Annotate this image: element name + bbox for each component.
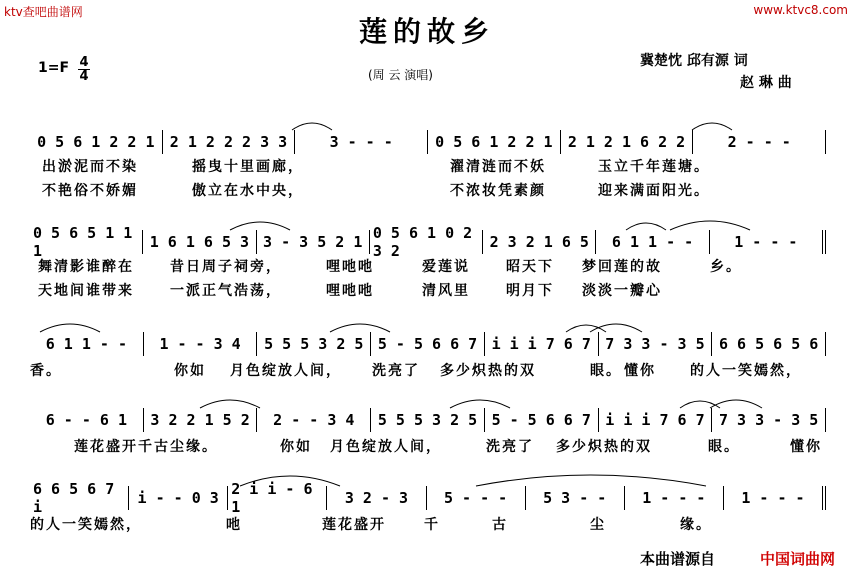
meter-bottom: 4 xyxy=(79,69,89,84)
notation-line xyxy=(30,130,826,154)
lyric-phrase: 乡。 xyxy=(710,259,742,275)
measure: 2 - - - xyxy=(692,130,826,154)
lyric-phrase: 清风里 xyxy=(422,283,470,299)
lyric-phrase: 多少炽热的双 xyxy=(440,363,536,379)
lyric-phrase: 玉立千年莲塘。 xyxy=(598,159,710,175)
lyric-phrase: 昔日周子祠旁， xyxy=(170,259,282,275)
source-label: 本曲谱源自 xyxy=(640,550,716,568)
meter-top: 4 xyxy=(79,55,89,70)
lyric-phrase: 莲花盛开 xyxy=(322,517,386,533)
measure: 2 i i - 6 1 xyxy=(227,486,326,510)
watermark-right: www.ktvc8.com xyxy=(753,3,848,17)
lyric-phrase: 哩吔吔 xyxy=(326,283,374,299)
lyric-phrase: 洗亮了 xyxy=(486,439,534,455)
lyric-phrase: 月色绽放人间， xyxy=(230,363,342,379)
song-title: 莲的故乡 xyxy=(358,15,495,48)
lyric-phrase: 摇曳十里画廊， xyxy=(192,159,304,175)
lyric-phrase: 尘 xyxy=(590,517,606,533)
measure: 6 1 1 - - xyxy=(595,230,708,254)
lyric-phrase: 迎来满面阳光。 xyxy=(598,183,710,199)
lyric-phrase: 哩吔吔 xyxy=(326,259,374,275)
measure: 3 2 - 3 xyxy=(326,486,425,510)
measure: 3 - 3 5 2 1 xyxy=(256,230,369,254)
measure: 6 6 5 6 7 i xyxy=(33,480,115,516)
lyric-phrase: 的人一笑嫣然， xyxy=(690,363,802,379)
measure: 0 5 6 1 2 2 1 xyxy=(37,133,155,151)
measure: i i i 7 6 7 xyxy=(598,408,712,432)
lyric-phrase: 多少炽热的双 xyxy=(556,439,652,455)
lyric-phrase: 天地间谁带来 xyxy=(38,283,134,299)
measure: 3 2 2 1 5 2 xyxy=(143,408,257,432)
measure: 7 3 3 - 3 5 xyxy=(711,408,826,432)
lyric-phrase: 眼。 xyxy=(590,363,622,379)
lyric-phrase: 香。 xyxy=(30,363,62,379)
measure: 5 3 - - xyxy=(525,486,624,510)
lyricist-credit: 冀楚忱 邱有源 词 xyxy=(640,53,748,69)
lyric-phrase: 吔 xyxy=(226,517,242,533)
measure: 0 5 6 1 2 2 1 xyxy=(427,130,560,154)
measure: 1 - - - xyxy=(624,486,723,510)
measure: 1 - - 3 4 xyxy=(143,332,257,356)
measure: 2 1 2 2 2 3 3 xyxy=(162,130,295,154)
singer-note: (周 云 演唱) xyxy=(368,68,433,82)
lyric-phrase: 不浓妆凭素颜 xyxy=(450,183,546,199)
lyric-phrase: 眼。 xyxy=(708,439,740,455)
measure: 3 - - - xyxy=(294,130,427,154)
lyric-phrase: 爱莲说 xyxy=(422,259,470,275)
measure: 2 3 2 1 6 5 xyxy=(482,230,595,254)
measure: 5 5 5 3 2 5 xyxy=(256,332,370,356)
measure: 0 5 6 1 0 2 3 2 xyxy=(369,230,482,254)
measure: i - - 0 3 xyxy=(128,486,227,510)
measure: 7 3 3 - 3 5 xyxy=(598,332,712,356)
watermark-left: ktv查吧曲谱网 xyxy=(4,5,83,19)
lyric-phrase: 傲立在水中央， xyxy=(192,183,304,199)
lyric-phrase: 懂你 xyxy=(790,439,822,455)
measure: 1 - - - xyxy=(709,230,826,254)
composer-credit: 赵 琳 曲 xyxy=(740,75,792,91)
lyric-phrase: 缘。 xyxy=(680,517,712,533)
lyric-phrase: 不艳俗不娇媚 xyxy=(42,183,138,199)
key-signature: 1=F xyxy=(38,60,70,76)
lyric-phrase: 古 xyxy=(492,517,508,533)
measure: i i i 7 6 7 xyxy=(484,332,598,356)
measure: 5 5 5 3 2 5 xyxy=(370,408,484,432)
lyric-phrase: 的人一笑嫣然， xyxy=(30,517,142,533)
lyric-phrase: 莲花盛开千古尘缘。 xyxy=(74,439,218,455)
lyric-phrase: 月色绽放人间， xyxy=(330,439,442,455)
lyric-phrase: 你如 xyxy=(280,439,312,455)
lyric-phrase: 梦回莲的故 xyxy=(582,259,662,275)
lyric-phrase: 淡淡一瓣心 xyxy=(582,283,662,299)
lyric-phrase: 懂你 xyxy=(624,363,656,379)
lyric-phrase: 你如 xyxy=(174,363,206,379)
lyric-phrase: 出淤泥而不染 xyxy=(42,159,138,175)
notation-line xyxy=(30,480,826,516)
measure: 2 - - 3 4 xyxy=(256,408,370,432)
measure: 1 6 1 6 5 3 xyxy=(142,230,255,254)
source-site-link[interactable]: 中国词曲网 xyxy=(760,550,836,568)
lyric-phrase: 洗亮了 xyxy=(372,363,420,379)
measure: 6 - - 6 1 xyxy=(45,411,127,429)
lyric-phrase: 一派正气浩荡， xyxy=(170,283,282,299)
lyric-phrase: 舞清影谁醉在 xyxy=(38,259,134,275)
measure: 5 - - - xyxy=(426,486,525,510)
notation-line xyxy=(30,332,826,356)
lyric-phrase: 昭天下 xyxy=(506,259,554,275)
measure: 1 - - - xyxy=(723,486,826,510)
notation-line xyxy=(30,408,826,432)
lyric-phrase: 千 xyxy=(424,517,440,533)
lyric-phrase: 明月下 xyxy=(506,283,554,299)
measure: 6 1 1 - - xyxy=(45,335,127,353)
measure: 0 5 6 5 1 1 1 xyxy=(33,224,133,260)
measure: 5 - 5 6 6 7 xyxy=(484,408,598,432)
time-signature xyxy=(78,56,90,83)
measure: 2 1 2 1 6 2 2 xyxy=(560,130,693,154)
notation-line xyxy=(30,224,826,260)
measure: 5 - 5 6 6 7 xyxy=(370,332,484,356)
measure: 6 6 5 6 5 6 xyxy=(711,332,826,356)
lyric-phrase: 濯清涟而不妖 xyxy=(450,159,546,175)
